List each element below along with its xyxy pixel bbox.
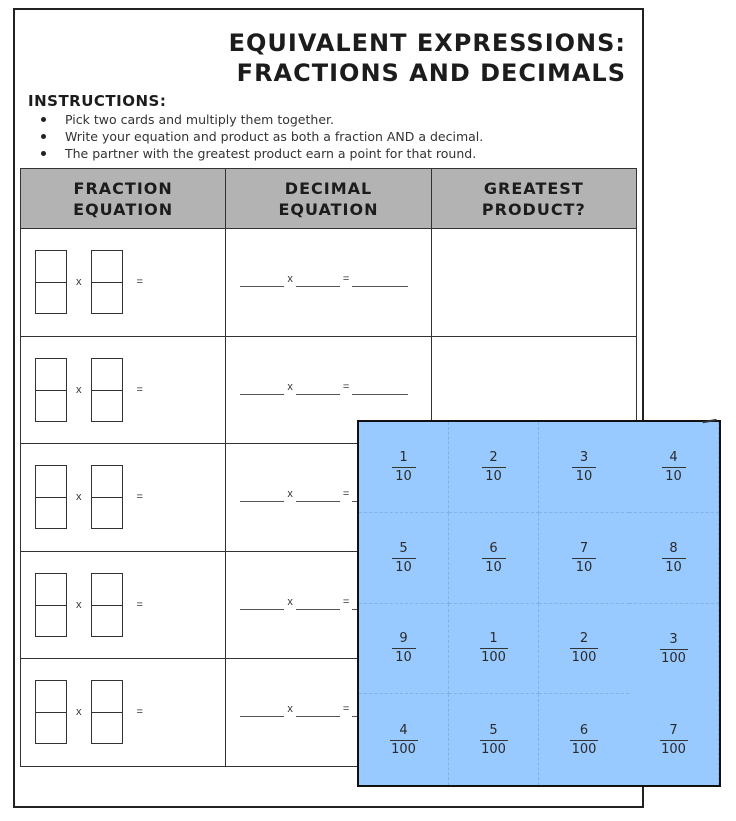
fraction-equation xyxy=(21,573,225,637)
fraction-bar xyxy=(660,740,688,741)
fraction-bar xyxy=(660,649,688,650)
numerator: 6 xyxy=(579,722,589,738)
header-greatest-product xyxy=(431,169,636,229)
numerator: 1 xyxy=(399,449,408,465)
fraction-bar xyxy=(482,558,506,559)
answer-blank[interactable] xyxy=(240,600,284,610)
answer-blank[interactable] xyxy=(240,385,284,395)
fraction-card[interactable] xyxy=(629,694,719,785)
denominator: 100 xyxy=(571,741,597,757)
fraction-card-box[interactable] xyxy=(91,250,123,314)
denominator: 10 xyxy=(665,468,682,484)
answer-blank[interactable] xyxy=(352,277,408,287)
fraction-card[interactable] xyxy=(629,513,719,604)
equals-sign: = xyxy=(342,273,350,286)
fraction-card-box[interactable] xyxy=(91,573,123,637)
header-text: FRACTION xyxy=(73,178,173,198)
fraction-bar xyxy=(482,467,506,468)
fraction-bar xyxy=(392,648,416,649)
fraction-equation-cell[interactable] xyxy=(21,659,226,767)
fraction-card[interactable] xyxy=(539,513,629,604)
fraction-bar xyxy=(662,467,686,468)
answer-blank[interactable] xyxy=(240,707,284,717)
fraction-bar xyxy=(572,558,596,559)
fraction-equation-cell[interactable] xyxy=(21,551,226,659)
fraction xyxy=(662,541,686,575)
fraction xyxy=(660,723,688,757)
numerator: 6 xyxy=(489,540,498,556)
denominator: 100 xyxy=(571,650,597,666)
denominator: 10 xyxy=(395,650,412,666)
denominator: 100 xyxy=(661,650,686,666)
numerator: 4 xyxy=(669,449,678,465)
fraction-card[interactable] xyxy=(359,422,449,513)
fraction-card-box[interactable] xyxy=(35,465,67,529)
fraction xyxy=(392,631,416,665)
numerator: 3 xyxy=(669,631,678,647)
instructions-list xyxy=(39,111,483,162)
fraction xyxy=(662,450,686,484)
fraction-card[interactable] xyxy=(539,422,629,513)
times-sign: x xyxy=(287,703,293,716)
fraction-card[interactable] xyxy=(629,604,719,695)
instruction-item: The partner with the greatest product earn a point for that round. xyxy=(39,145,483,162)
decimal-equation-cell[interactable] xyxy=(226,229,431,337)
equals-sign: = xyxy=(342,380,350,393)
fraction xyxy=(482,450,506,484)
decimal-equation xyxy=(226,273,430,288)
fraction-card[interactable] xyxy=(449,694,539,785)
fraction-card-box[interactable] xyxy=(91,358,123,422)
fraction-bar xyxy=(662,558,686,559)
equals-sign: = xyxy=(136,276,143,289)
denominator: 100 xyxy=(661,741,686,757)
numerator: 8 xyxy=(669,540,678,556)
times-sign: x xyxy=(76,491,82,504)
fraction-card[interactable] xyxy=(629,422,719,513)
fraction-bar xyxy=(392,467,416,468)
times-sign: x xyxy=(76,706,82,719)
fraction xyxy=(480,723,508,757)
times-sign: x xyxy=(76,383,82,396)
header-text: EQUATION xyxy=(278,199,379,219)
fraction-equation xyxy=(21,358,225,422)
fraction-equation xyxy=(21,250,225,314)
numerator: 5 xyxy=(399,540,408,556)
denominator: 10 xyxy=(575,468,593,484)
answer-blank[interactable] xyxy=(296,277,340,287)
fraction-card-box[interactable] xyxy=(35,358,67,422)
answer-blank[interactable] xyxy=(240,492,284,502)
instruction-item: Write your equation and product as both a fraction AND a decimal. xyxy=(39,128,483,145)
instruction-item: Pick two cards and multiply them together. xyxy=(39,111,483,128)
fraction-equation-cell[interactable] xyxy=(21,229,226,337)
fraction xyxy=(482,541,506,575)
denominator: 10 xyxy=(485,559,502,575)
fraction-bar xyxy=(570,740,598,741)
worksheet-title xyxy=(229,28,626,88)
decimal-equation xyxy=(226,380,430,396)
answer-blank[interactable] xyxy=(296,707,340,717)
fraction xyxy=(480,631,508,665)
header-fraction-equation xyxy=(21,169,226,229)
table-row xyxy=(21,229,637,337)
fraction-bar xyxy=(390,740,418,741)
fraction-cards-sheet xyxy=(357,420,721,787)
times-sign: x xyxy=(76,598,82,611)
denominator: 10 xyxy=(395,468,412,484)
numerator: 2 xyxy=(489,449,498,465)
numerator: 7 xyxy=(669,722,678,738)
numerator: 2 xyxy=(579,631,589,647)
fraction-card-box[interactable] xyxy=(91,680,123,744)
instructions-heading: INSTRUCTIONS: xyxy=(28,92,167,110)
fraction-equation xyxy=(21,680,225,744)
equals-sign: = xyxy=(136,706,143,719)
fraction xyxy=(570,631,598,665)
fraction-bar xyxy=(572,467,596,468)
numerator: 5 xyxy=(489,722,498,738)
fraction-card[interactable] xyxy=(539,694,629,785)
denominator: 10 xyxy=(665,559,682,575)
times-sign: x xyxy=(287,488,293,501)
table-header-row xyxy=(21,169,637,229)
denominator: 10 xyxy=(395,559,412,575)
header-text: DECIMAL xyxy=(284,178,373,198)
times-sign: x xyxy=(287,273,293,286)
times-sign: x xyxy=(76,276,82,289)
fraction-card[interactable] xyxy=(539,604,629,695)
fraction-equation-cell[interactable] xyxy=(21,336,226,444)
fraction-card[interactable] xyxy=(449,513,539,604)
equals-sign: = xyxy=(342,595,350,608)
fraction-equation-cell[interactable] xyxy=(21,444,226,552)
numerator: 3 xyxy=(579,449,589,465)
fraction xyxy=(660,632,688,666)
numerator: 7 xyxy=(579,540,589,556)
answer-blank[interactable] xyxy=(296,385,340,395)
fraction-bar xyxy=(480,648,508,649)
fraction xyxy=(392,541,416,575)
header-text: EQUATION xyxy=(73,199,174,219)
header-text: PRODUCT? xyxy=(481,199,586,219)
denominator: 100 xyxy=(391,741,416,757)
equals-sign: = xyxy=(342,488,350,501)
answer-blank[interactable] xyxy=(240,277,284,287)
header-text: GREATEST xyxy=(483,178,584,198)
fraction-card-box[interactable] xyxy=(35,250,67,314)
fraction xyxy=(572,541,596,575)
fraction-card[interactable] xyxy=(449,422,539,513)
fraction xyxy=(392,450,416,484)
answer-blank[interactable] xyxy=(296,600,340,610)
header-decimal-equation xyxy=(226,169,431,229)
numerator: 1 xyxy=(489,631,498,647)
answer-blank[interactable] xyxy=(352,385,408,395)
equals-sign: = xyxy=(136,598,143,611)
numerator: 9 xyxy=(399,631,408,647)
times-sign: x xyxy=(287,380,293,393)
denominator: 100 xyxy=(481,741,506,757)
fraction-bar xyxy=(570,648,598,649)
equals-sign: = xyxy=(342,703,350,716)
fraction-card[interactable] xyxy=(449,604,539,695)
equals-sign: = xyxy=(136,491,143,504)
fraction xyxy=(570,723,598,757)
fraction xyxy=(390,723,418,757)
fraction-card[interactable] xyxy=(359,604,449,695)
fraction-card[interactable] xyxy=(359,513,449,604)
fraction-bar xyxy=(480,740,508,741)
title-line-2: FRACTIONS AND DECIMALS xyxy=(236,59,626,87)
fraction-card-box[interactable] xyxy=(35,573,67,637)
greatest-product-cell[interactable] xyxy=(431,229,636,337)
fraction-equation xyxy=(21,465,225,529)
numerator: 4 xyxy=(399,722,408,738)
answer-blank[interactable] xyxy=(296,492,340,502)
equals-sign: = xyxy=(136,383,143,396)
denominator: 10 xyxy=(485,468,502,484)
denominator: 10 xyxy=(575,559,593,575)
fraction xyxy=(572,450,596,484)
fraction-card[interactable] xyxy=(359,694,449,785)
fraction-bar xyxy=(392,558,416,559)
times-sign: x xyxy=(287,595,293,608)
title-line-1: EQUIVALENT EXPRESSIONS: xyxy=(228,29,626,57)
fraction-card-box[interactable] xyxy=(35,680,67,744)
fraction-card-box[interactable] xyxy=(91,465,123,529)
denominator: 100 xyxy=(481,650,506,666)
